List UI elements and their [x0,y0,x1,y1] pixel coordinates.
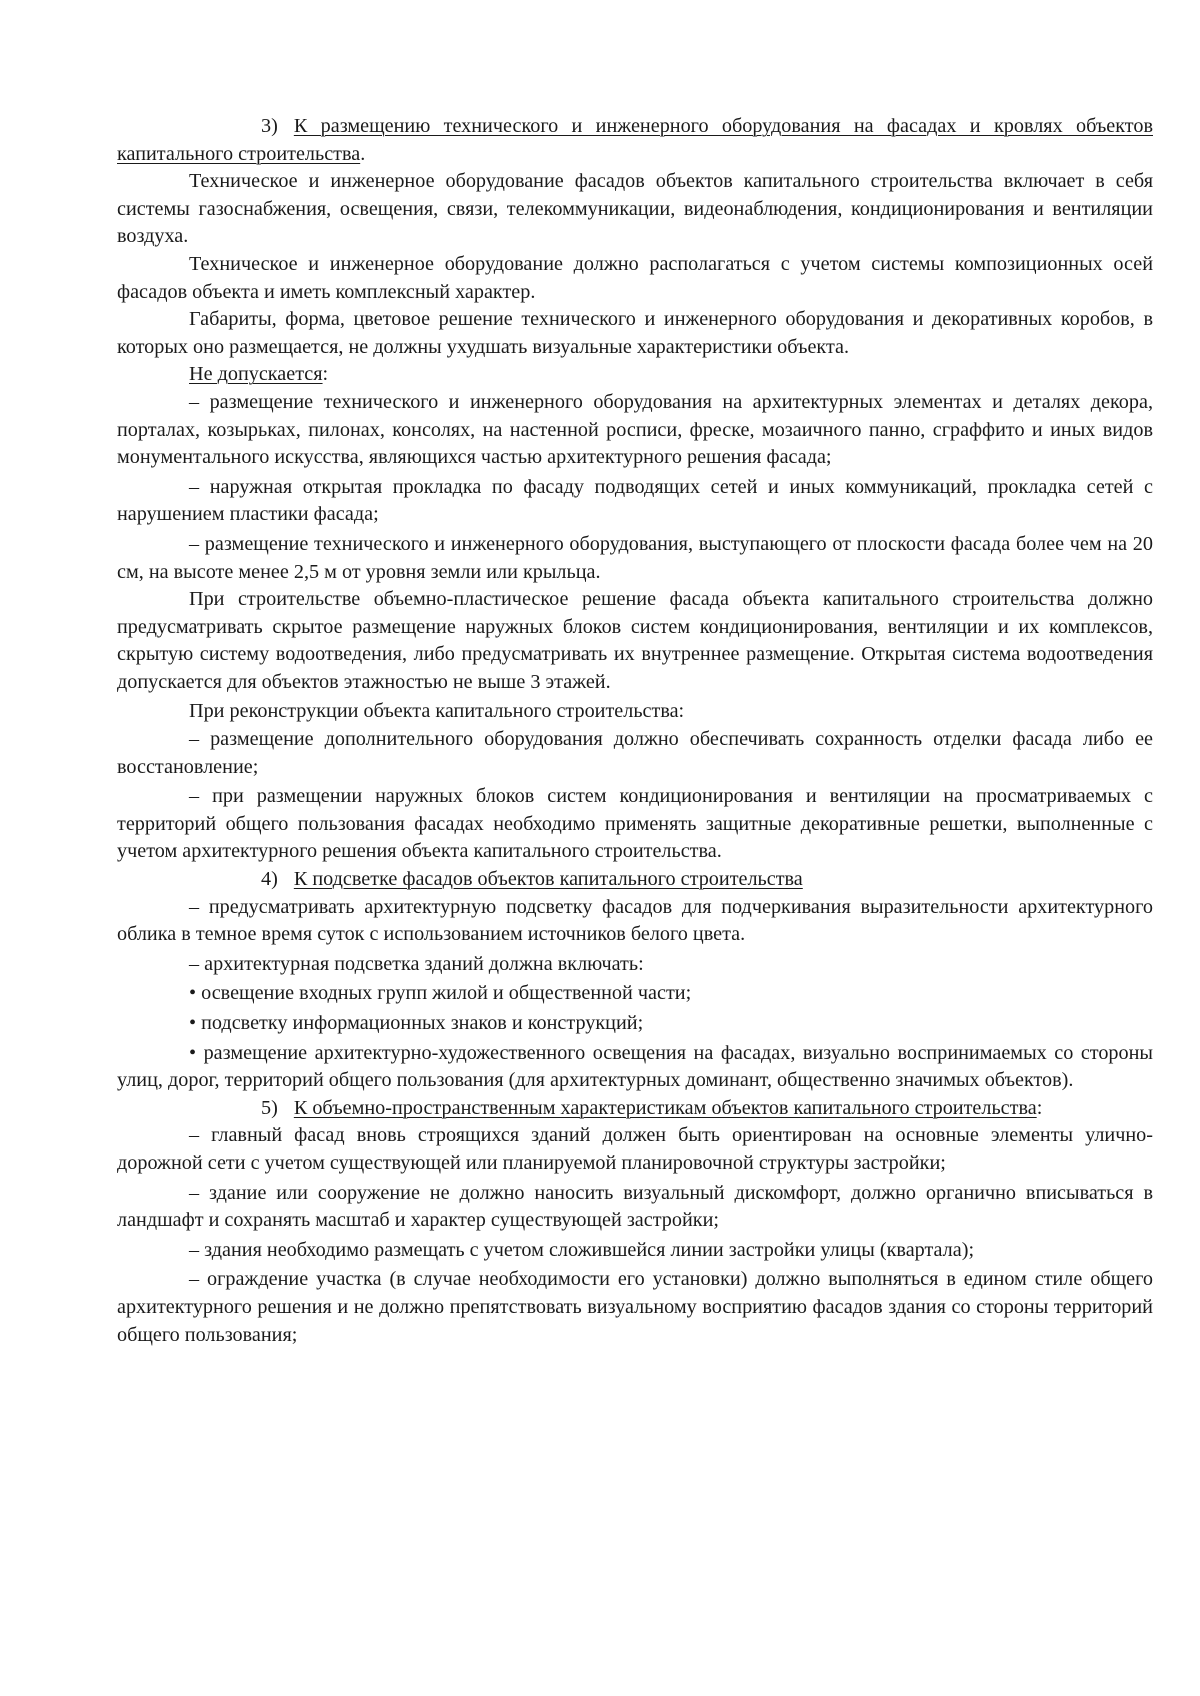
punctuation: : [322,363,329,386]
paragraph: Техническое и инженерное оборудование фасадов объектов капитального строительства включает в себя системы газоснабжения, освещения, связи, телекоммуникации, видеонаблюдения, кондиционирования и вентиляции воздуха. [117,170,1153,248]
list-item: – размещение технического и инженерного оборудования, выступающего от плоскости фасада более чем на 20 см, на высоте менее 2,5 м от уровня земли или крыльца. [117,532,1153,583]
section-title: К подсветке фасадов объектов капитального строительства [293,868,803,891]
list-item: – здания необходимо размещать с учетом сложившейся линии застройки улицы (квартала); [189,1238,975,1261]
punctuation: . [360,142,366,165]
list-item: – здание или сооружение не должно наносить визуальный дискомфорт, должно органично вписываться в ландшафт и сохранять масштаб и характер существующей застройки; [117,1181,1153,1232]
bullet-item: • освещение входных групп жилой и общественной части; [189,982,692,1005]
list-item: – главный фасад вновь строящихся зданий должен быть ориентирован на основные элементы улично-дорожной сети с учетом существующей или планируемой планировочной структуры застройки; [117,1124,1153,1174]
section-title: К объемно-пространственным характеристикам объектов капитального строительства [293,1096,1037,1119]
punctuation: : [1036,1096,1043,1119]
list-item: – наружная открытая прокладка по фасаду подводящих сетей и иных коммуникаций, прокладка сетей с нарушением пластики фасада; [117,475,1153,526]
paragraph: Габариты, форма, цветовое решение технического и инженерного оборудования и декоративных коробов, в которых оно размещается, не должны ухудшать визуальные характеристики объекта. [117,308,1153,358]
list-item: – размещение технического и инженерного оборудования на архитектурных элементах и деталях декора, порталах, козырьках, пилонах, консолях, на настенной росписи, фреске, мозаичного панно, сграффито и иных видов монументального искусства, являющихся частью архитектурного решения фасада; [117,390,1153,469]
section-3-heading [117,113,1153,168]
prohibited-heading [117,361,1153,389]
list-item: – ограждение участка (в случае необходимости его установки) должно выполняться в едином стиле общего архитектурного решения и не должно препятствовать визуальному восприятию фасадов здания со стороны территорий общего пользования; [117,1268,1153,1346]
paragraph: При реконструкции объекта капитального строительства: [189,700,685,723]
section-number: 5) [261,1096,278,1119]
list-item: – размещение дополнительного оборудования должно обеспечивать сохранность отделки фасада либо ее восстановление; [117,728,1153,778]
section-4-heading [117,866,1153,894]
paragraph: При строительстве объемно-пластическое решение фасада объекта капитального строительства должно предусматривать скрытое размещение наружных блоков систем кондиционирования, вентиляции и их комплексов, скрытую систему водоотведения, либо предусматривать их внутреннее размещение. Открытая система водоотведения допускается для объектов этажностью не выше 3 этажей. [117,588,1153,693]
list-item: – предусматривать архитектурную подсветку фасадов для подчеркивания выразительности архитектурного облика в темное время суток с использованием источников белого цвета. [117,895,1153,946]
document-page [117,113,1153,1349]
section-number: 3) [261,115,278,137]
prohibited-label: Не допускается [189,363,323,386]
bullet-item: • размещение архитектурно-художественного освещения на фасадах, визуально воспринимаемых со стороны улиц, дорог, территорий общего пользования (для архитектурных доминант, общественно значимых объектов). [117,1041,1153,1092]
section-title: К размещению технического и инженерного оборудования на фасадах и кровлях объектов капитального строительства [117,115,1153,165]
section-5-heading [117,1095,1153,1123]
list-item: – архитектурная подсветка зданий должна включать: [189,952,644,975]
list-item: – при размещении наружных блоков систем кондиционирования и вентиляции на просматриваемых с территорий общего пользования фасадах необходимо применять защитные декоративные решетки, выполненные с учетом архитектурного решения объекта капитального строительства. [117,785,1153,863]
paragraph: Техническое и инженерное оборудование должно располагаться с учетом системы композиционных осей фасадов объекта и иметь комплексный характер. [117,252,1153,303]
bullet-item: • подсветку информационных знаков и конструкций; [189,1012,644,1034]
section-number: 4) [261,868,278,891]
